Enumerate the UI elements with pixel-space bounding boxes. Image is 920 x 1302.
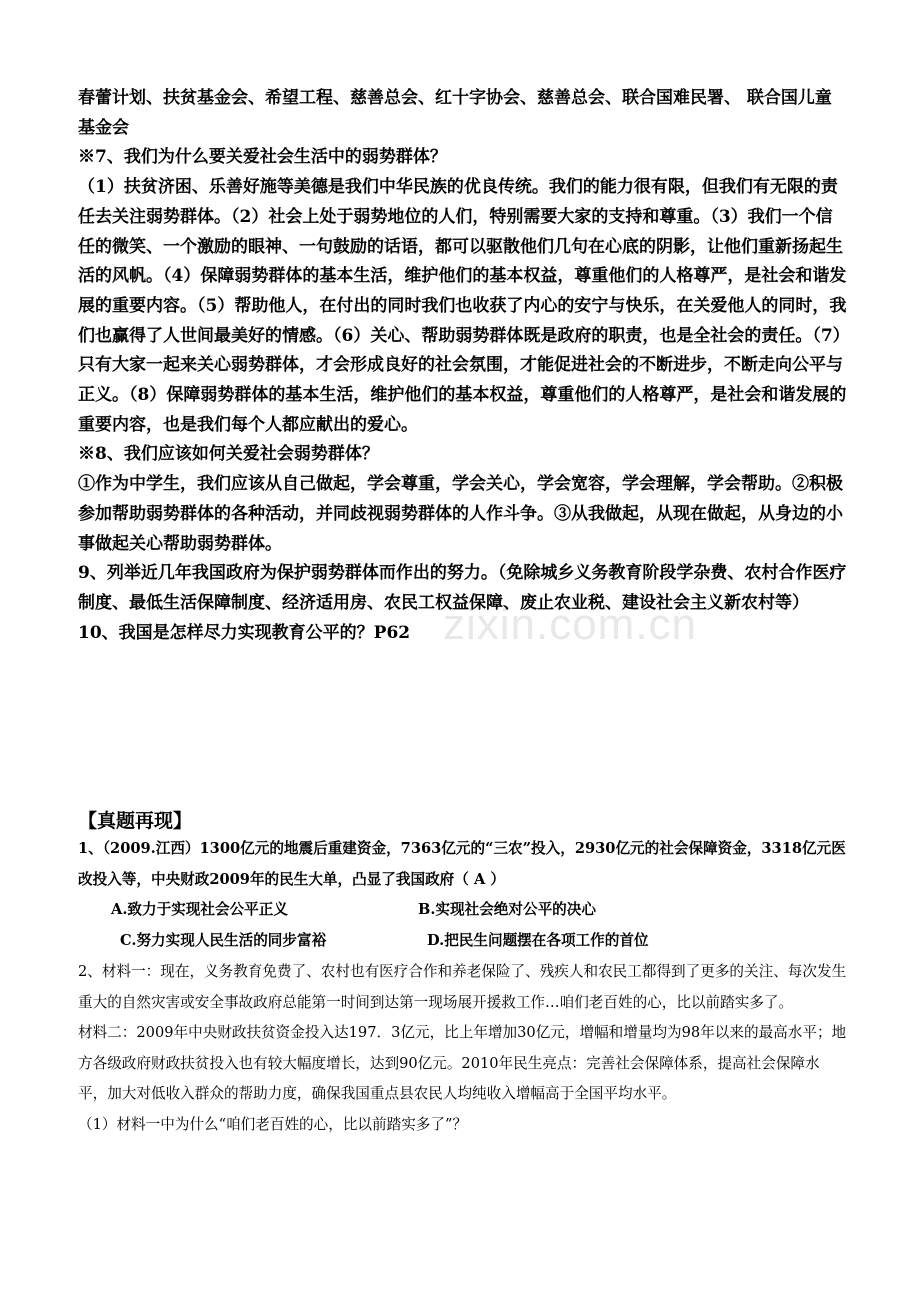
question-10: 10、我国是怎样尽力实现教育公平的？P62 (78, 622, 411, 643)
option-d: D.把民生问题摆在各项工作的首位 (427, 932, 649, 949)
section-past-exams (78, 808, 848, 1140)
exam-question-2-part-1: （1）材料一中为什么“咱们老百姓的心，比以前踏实多了”？ (78, 1115, 468, 1133)
question-9: 9、列举近几年我国政府为保护弱势群体而作出的努力。（免除城乡义务教育阶段学杂费、农村合作医疗制度、最低生活保障制度、经济适用房、农民工权益保障、废止农业税、建设社会主义新农村等） (78, 563, 847, 613)
section-knowledge-points (78, 84, 848, 648)
option-c: C.努力实现人民生活的同步富裕 (120, 932, 327, 949)
answer-options (78, 895, 848, 957)
question-7-heading: ※7、我们为什么要关爱社会生活中的弱势群体？ (78, 147, 447, 168)
option-a: A.致力于实现社会公平正义 (111, 901, 288, 918)
question-7-answer: （1）扶贫济困、乐善好施等美德是我们中华民族的优良传统。我们的能力很有限，但我们有无限的责任去关注弱势群体。（2）社会上处于弱势地位的人们，特别需要大家的支持和尊重。（3）我们一个信任的微笑、一个激励的眼神、一句鼓励的话语，都可以驱散他们几句在心底的阴影，让他们重新扬起生活的风帆。（4）保障弱势群体的基本生活，维护他们的基本权益，尊重他们的人格尊严，是社会和谐发展的重要内容。（5）帮助他人，在付出的同时我们也收获了内心的安宁与快乐，在关爱他人的同时，我们也赢得了人世间最美好的情感。（6）关心、帮助弱势群体既是政府的职责，也是全社会的责任。（7）只有大家一起来关心弱势群体，才会形成良好的社会氛围，才能促进社会的不断进步，不断走向公平与正义。（8）保障弱势群体的基本生活，维护他们的基本权益，尊重他们的人格尊严，是社会和谐发展的重要内容，也是我们每个人都应献出的爱心。 (78, 177, 847, 435)
watermark: zixin.com.cn (442, 600, 698, 649)
exam-question-1: 1、（2009.江西）1300亿元的地震后重建资金，7363亿元的“三农”投入，2930亿元的社会保障资金，3318亿元医改投入等，中央财政2009年的民生大单，凸显了我国政府（ A ） (78, 840, 846, 888)
exam-question-2-material-1: 2、材料一：现在，义务教育免费了、农村也有医疗合作和养老保险了、残疾人和农民工都得到了更多的关注、每次发生重大的自然灾害或安全事故政府总能第一时间到达第一现场展开援救工作…咱们老百姓的心，比以前踏实多了。 (78, 963, 847, 1011)
question-8-heading: ※8、我们应该如何关爱社会弱势群体？ (78, 444, 379, 465)
organizations-list: 春蕾计划、扶贫基金会、希望工程、慈善总会、红十字协会、慈善总会、联合国难民署、 联合国儿童基金会 (78, 88, 832, 138)
option-b: B.实现社会绝对公平的决心 (418, 901, 596, 918)
exam-question-2-material-2: 材料二：2009年中央财政扶贫资金投入达197．3亿元，比上年增加30亿元，增幅和增量均为98年以来的最高水平；地方各级政府财政扶贫投入也有较大幅度增长，达到90亿元。2010年民生亮点：完善社会保障体系，提高社会保障水平，加大对低收入群众的帮助力度，确保我国重点县农民人均纯收入增幅高于全国平均水平。 (78, 1024, 847, 1102)
question-8-answer: ①作为中学生，我们应该从自己做起，学会尊重，学会关心，学会宽容，学会理解，学会帮助。②积极参加帮助弱势群体的各种活动，并同歧视弱势群体的人作斗争。③从我做起，从现在做起，从身边的小事做起关心帮助弱势群体。 (78, 474, 843, 554)
section-title: 【真题再现】 (78, 810, 193, 832)
